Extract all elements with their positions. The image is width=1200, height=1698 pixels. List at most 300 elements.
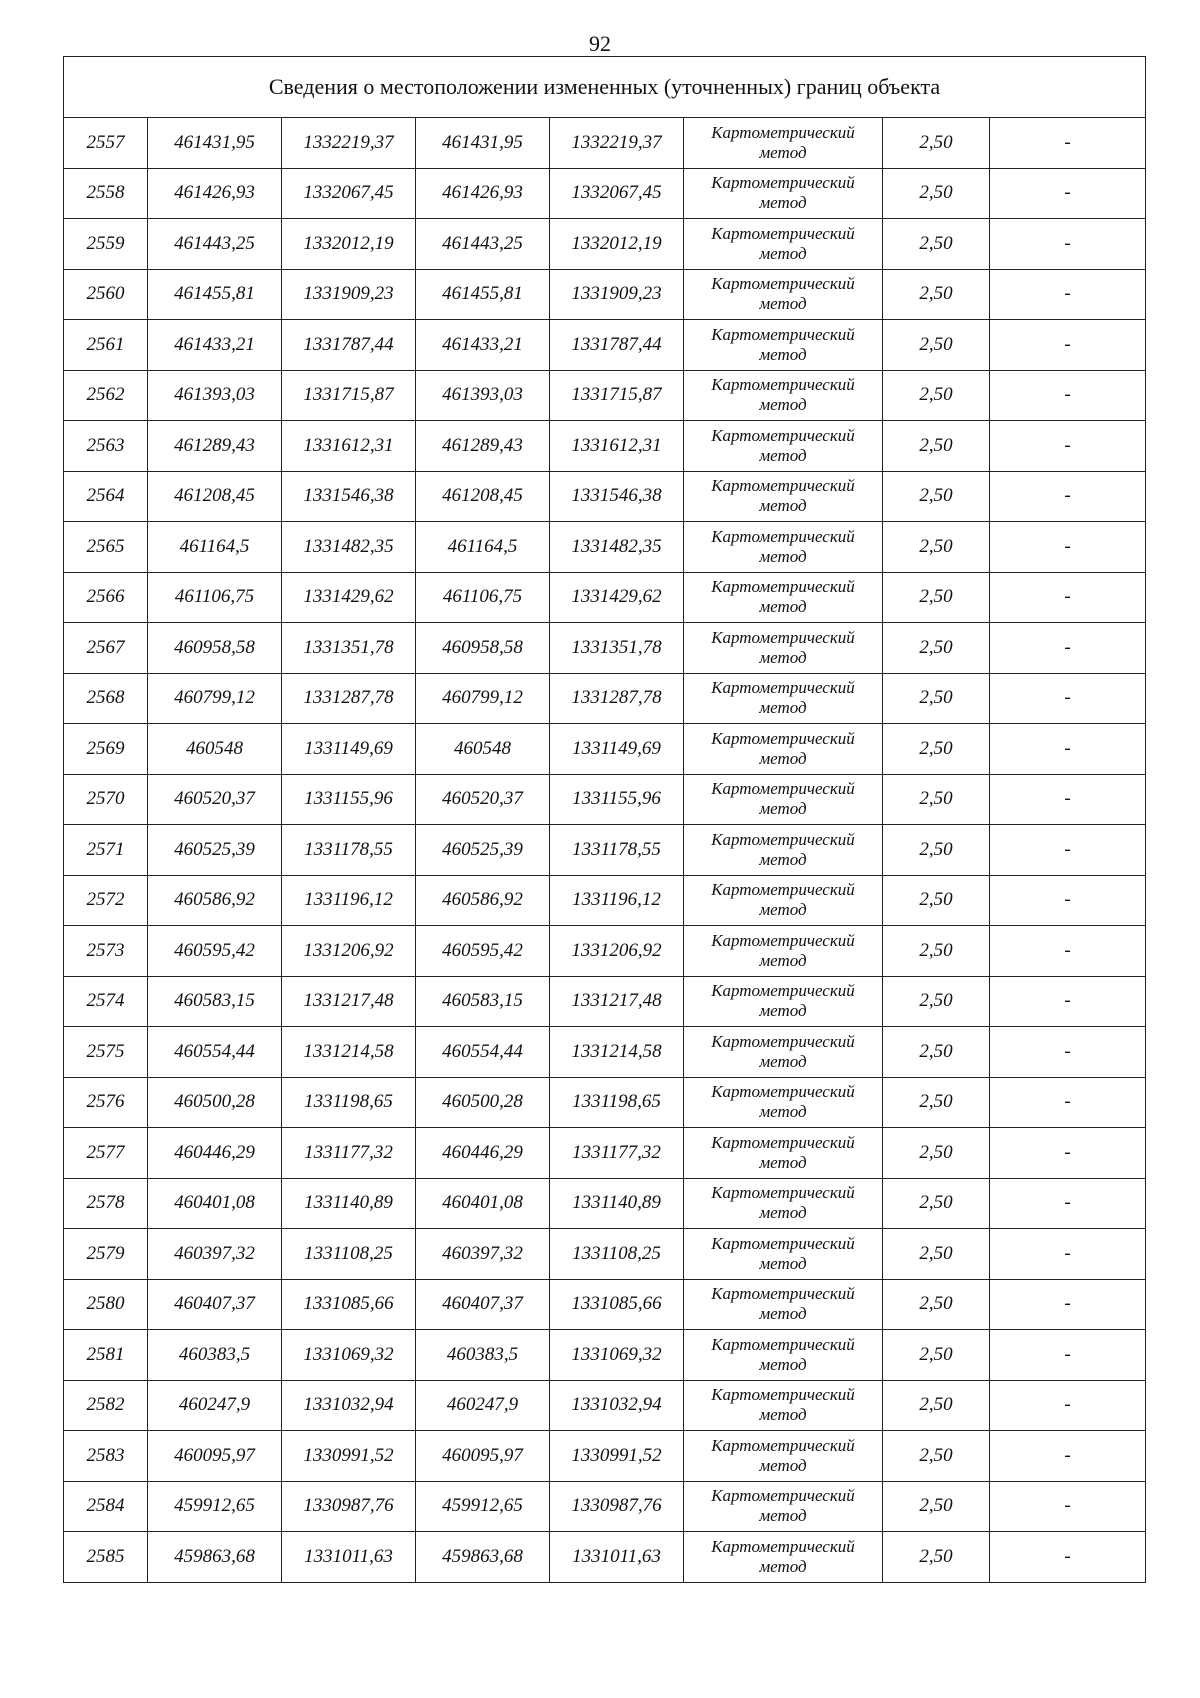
refined-y-cell: 1331351,78 [550,623,684,674]
method-cell [684,370,883,421]
point-number-cell: 2569 [64,724,148,775]
refined-x-cell: 461443,25 [416,219,550,270]
method-line-2: метод [759,395,807,415]
method-line-1: Картометрический [711,375,855,395]
table-title-row [64,57,1146,118]
method-cell [684,1128,883,1179]
existing-x-cell: 461208,45 [148,471,282,522]
method-line-1: Картометрический [711,1334,855,1354]
point-number-cell: 2574 [64,976,148,1027]
existing-y-cell: 1331178,55 [282,825,416,876]
method-line-1: Картометрический [711,1284,855,1304]
description-cell: - [990,421,1146,472]
accuracy-cell: 2,50 [883,1128,990,1179]
refined-x-cell: 459912,65 [416,1481,550,1532]
existing-x-cell: 459863,68 [148,1532,282,1583]
existing-x-cell: 461164,5 [148,522,282,573]
method-line-1: Картометрический [711,577,855,597]
method-line-2: метод [759,1001,807,1021]
refined-y-cell: 1332067,45 [550,168,684,219]
method-line-2: метод [759,1253,807,1273]
refined-x-cell: 460586,92 [416,875,550,926]
existing-y-cell: 1331206,92 [282,926,416,977]
description-cell: - [990,1330,1146,1381]
refined-y-cell: 1330987,76 [550,1481,684,1532]
method-line-1: Картометрический [711,324,855,344]
method-cell [684,1027,883,1078]
method-cell [684,421,883,472]
method-cell [684,976,883,1027]
refined-y-cell: 1331546,38 [550,471,684,522]
method-cell [684,320,883,371]
method-line-2: метод [759,445,807,465]
point-number-cell: 2563 [64,421,148,472]
existing-y-cell: 1331140,89 [282,1178,416,1229]
accuracy-cell: 2,50 [883,1229,990,1280]
existing-x-cell: 460595,42 [148,926,282,977]
existing-x-cell: 460958,58 [148,623,282,674]
table-row [64,724,1146,775]
existing-y-cell: 1331032,94 [282,1380,416,1431]
description-cell: - [990,118,1146,169]
method-line-1: Картометрический [711,122,855,142]
accuracy-cell: 2,50 [883,1178,990,1229]
point-number-cell: 2571 [64,825,148,876]
existing-y-cell: 1331177,32 [282,1128,416,1179]
method-line-1: Картометрический [711,274,855,294]
refined-x-cell: 460401,08 [416,1178,550,1229]
existing-y-cell: 1331715,87 [282,370,416,421]
method-cell [684,118,883,169]
method-line-2: метод [759,1304,807,1324]
table-row [64,572,1146,623]
method-line-2: метод [759,597,807,617]
table-row [64,1027,1146,1078]
existing-x-cell: 461106,75 [148,572,282,623]
existing-y-cell: 1331214,58 [282,1027,416,1078]
point-number-cell: 2558 [64,168,148,219]
existing-x-cell: 460500,28 [148,1077,282,1128]
refined-x-cell: 460446,29 [416,1128,550,1179]
existing-y-cell: 1331011,63 [282,1532,416,1583]
method-line-1: Картометрический [711,981,855,1001]
method-line-2: метод [759,799,807,819]
method-line-2: метод [759,496,807,516]
refined-x-cell: 460500,28 [416,1077,550,1128]
existing-y-cell: 1331287,78 [282,673,416,724]
existing-x-cell: 460401,08 [148,1178,282,1229]
existing-x-cell: 460586,92 [148,875,282,926]
method-line-2: метод [759,950,807,970]
table-row [64,673,1146,724]
point-number-cell: 2584 [64,1481,148,1532]
table-row [64,1481,1146,1532]
method-line-2: метод [759,1152,807,1172]
method-cell [684,623,883,674]
method-cell [684,724,883,775]
point-number-cell: 2578 [64,1178,148,1229]
refined-x-cell: 460383,5 [416,1330,550,1381]
description-cell: - [990,320,1146,371]
accuracy-cell: 2,50 [883,522,990,573]
existing-y-cell: 1331612,31 [282,421,416,472]
refined-x-cell: 461289,43 [416,421,550,472]
method-cell [684,1532,883,1583]
refined-y-cell: 1331198,65 [550,1077,684,1128]
refined-x-cell: 461431,95 [416,118,550,169]
existing-x-cell: 461455,81 [148,269,282,320]
existing-x-cell: 460095,97 [148,1431,282,1482]
table-title: Сведения о местоположении измененных (уточненных) границ объекта [64,57,1146,118]
refined-x-cell: 460958,58 [416,623,550,674]
method-line-2: метод [759,1405,807,1425]
refined-y-cell: 1331612,31 [550,421,684,472]
existing-y-cell: 1331108,25 [282,1229,416,1280]
accuracy-cell: 2,50 [883,976,990,1027]
refined-y-cell: 1330991,52 [550,1431,684,1482]
refined-y-cell: 1331011,63 [550,1532,684,1583]
refined-x-cell: 461106,75 [416,572,550,623]
existing-y-cell: 1331909,23 [282,269,416,320]
method-cell [684,875,883,926]
method-line-1: Картометрический [711,173,855,193]
accuracy-cell: 2,50 [883,926,990,977]
existing-x-cell: 460383,5 [148,1330,282,1381]
existing-y-cell: 1331198,65 [282,1077,416,1128]
method-line-2: метод [759,1051,807,1071]
accuracy-cell: 2,50 [883,774,990,825]
description-cell: - [990,219,1146,270]
existing-y-cell: 1331069,32 [282,1330,416,1381]
method-line-1: Картометрический [711,1486,855,1506]
refined-x-cell: 461426,93 [416,168,550,219]
existing-y-cell: 1331155,96 [282,774,416,825]
description-cell: - [990,1279,1146,1330]
refined-x-cell: 460583,15 [416,976,550,1027]
accuracy-cell: 2,50 [883,572,990,623]
point-number-cell: 2562 [64,370,148,421]
description-cell: - [990,1178,1146,1229]
existing-x-cell: 460525,39 [148,825,282,876]
accuracy-cell: 2,50 [883,1532,990,1583]
existing-y-cell: 1331429,62 [282,572,416,623]
existing-x-cell: 461289,43 [148,421,282,472]
method-cell [684,1077,883,1128]
table-row [64,370,1146,421]
method-cell [684,219,883,270]
refined-y-cell: 1331787,44 [550,320,684,371]
refined-x-cell: 461164,5 [416,522,550,573]
table-row [64,118,1146,169]
page-number: 92 [589,31,611,56]
existing-y-cell: 1331085,66 [282,1279,416,1330]
table-row [64,320,1146,371]
description-cell: - [990,1532,1146,1583]
existing-y-cell: 1332067,45 [282,168,416,219]
accuracy-cell: 2,50 [883,623,990,674]
point-number-cell: 2585 [64,1532,148,1583]
refined-x-cell: 461393,03 [416,370,550,421]
point-number-cell: 2582 [64,1380,148,1431]
method-line-2: метод [759,193,807,213]
existing-x-cell: 460520,37 [148,774,282,825]
table-row [64,1128,1146,1179]
method-line-1: Картометрический [711,880,855,900]
point-number-cell: 2572 [64,875,148,926]
method-line-1: Картометрический [711,930,855,950]
method-line-1: Картометрический [711,678,855,698]
method-line-2: метод [759,344,807,364]
refined-y-cell: 1331287,78 [550,673,684,724]
method-cell [684,572,883,623]
refined-y-cell: 1331482,35 [550,522,684,573]
existing-y-cell: 1331196,12 [282,875,416,926]
refined-x-cell: 461208,45 [416,471,550,522]
refined-y-cell: 1331909,23 [550,269,684,320]
point-number-cell: 2581 [64,1330,148,1381]
description-cell: - [990,875,1146,926]
existing-y-cell: 1331482,35 [282,522,416,573]
existing-x-cell: 460397,32 [148,1229,282,1280]
accuracy-cell: 2,50 [883,875,990,926]
accuracy-cell: 2,50 [883,825,990,876]
method-line-1: Картометрический [711,779,855,799]
description-cell: - [990,1077,1146,1128]
description-cell: - [990,572,1146,623]
description-cell: - [990,724,1146,775]
method-line-2: метод [759,1506,807,1526]
method-line-2: метод [759,900,807,920]
method-cell [684,1279,883,1330]
point-number-cell: 2561 [64,320,148,371]
accuracy-cell: 2,50 [883,118,990,169]
existing-x-cell: 460247,9 [148,1380,282,1431]
refined-x-cell: 460554,44 [416,1027,550,1078]
accuracy-cell: 2,50 [883,1077,990,1128]
refined-y-cell: 1331429,62 [550,572,684,623]
description-cell: - [990,774,1146,825]
point-number-cell: 2577 [64,1128,148,1179]
table-row [64,1178,1146,1229]
table-row [64,1431,1146,1482]
table-row [64,1380,1146,1431]
table-row [64,1532,1146,1583]
refined-y-cell: 1331140,89 [550,1178,684,1229]
existing-y-cell: 1331546,38 [282,471,416,522]
point-number-cell: 2576 [64,1077,148,1128]
method-line-1: Картометрический [711,1082,855,1102]
table-row [64,976,1146,1027]
refined-y-cell: 1331206,92 [550,926,684,977]
method-line-1: Картометрический [711,1435,855,1455]
point-number-cell: 2564 [64,471,148,522]
table-row [64,825,1146,876]
description-cell: - [990,825,1146,876]
point-number-cell: 2567 [64,623,148,674]
existing-x-cell: 460583,15 [148,976,282,1027]
description-cell: - [990,522,1146,573]
refined-y-cell: 1331069,32 [550,1330,684,1381]
refined-x-cell: 460548 [416,724,550,775]
method-cell [684,1380,883,1431]
point-number-cell: 2559 [64,219,148,270]
refined-y-cell: 1331178,55 [550,825,684,876]
point-number-cell: 2557 [64,118,148,169]
method-line-1: Картометрический [711,476,855,496]
method-line-2: метод [759,698,807,718]
existing-y-cell: 1331351,78 [282,623,416,674]
description-cell: - [990,1128,1146,1179]
table-row [64,1077,1146,1128]
existing-y-cell: 1330991,52 [282,1431,416,1482]
existing-x-cell: 461433,21 [148,320,282,371]
method-cell [684,522,883,573]
accuracy-cell: 2,50 [883,1431,990,1482]
refined-x-cell: 460247,9 [416,1380,550,1431]
accuracy-cell: 2,50 [883,1380,990,1431]
accuracy-cell: 2,50 [883,168,990,219]
description-cell: - [990,370,1146,421]
refined-y-cell: 1331155,96 [550,774,684,825]
existing-y-cell: 1331787,44 [282,320,416,371]
refined-y-cell: 1332012,19 [550,219,684,270]
existing-x-cell: 460799,12 [148,673,282,724]
existing-x-cell: 461431,95 [148,118,282,169]
point-number-cell: 2568 [64,673,148,724]
accuracy-cell: 2,50 [883,1481,990,1532]
table-row [64,623,1146,674]
accuracy-cell: 2,50 [883,1279,990,1330]
point-number-cell: 2573 [64,926,148,977]
description-cell: - [990,1431,1146,1482]
method-cell [684,269,883,320]
method-line-1: Картометрический [711,1183,855,1203]
existing-x-cell: 460446,29 [148,1128,282,1179]
refined-x-cell: 461455,81 [416,269,550,320]
description-cell: - [990,1027,1146,1078]
refined-x-cell: 460525,39 [416,825,550,876]
description-cell: - [990,269,1146,320]
refined-y-cell: 1331085,66 [550,1279,684,1330]
method-cell [684,1330,883,1381]
refined-y-cell: 1331032,94 [550,1380,684,1431]
method-line-1: Картометрический [711,1132,855,1152]
refined-x-cell: 460407,37 [416,1279,550,1330]
point-number-cell: 2575 [64,1027,148,1078]
accuracy-cell: 2,50 [883,421,990,472]
existing-y-cell: 1331217,48 [282,976,416,1027]
existing-x-cell: 460548 [148,724,282,775]
description-cell: - [990,1229,1146,1280]
table-row [64,1229,1146,1280]
refined-x-cell: 460095,97 [416,1431,550,1482]
table-row [64,471,1146,522]
refined-y-cell: 1331196,12 [550,875,684,926]
existing-x-cell: 461426,93 [148,168,282,219]
point-number-cell: 2579 [64,1229,148,1280]
existing-x-cell: 459912,65 [148,1481,282,1532]
table-row [64,1330,1146,1381]
method-cell [684,774,883,825]
refined-y-cell: 1332219,37 [550,118,684,169]
method-line-1: Картометрический [711,425,855,445]
table-row [64,875,1146,926]
refined-x-cell: 460799,12 [416,673,550,724]
method-line-2: метод [759,546,807,566]
description-cell: - [990,926,1146,977]
refined-x-cell: 460520,37 [416,774,550,825]
refined-y-cell: 1331214,58 [550,1027,684,1078]
point-number-cell: 2566 [64,572,148,623]
accuracy-cell: 2,50 [883,724,990,775]
point-number-cell: 2580 [64,1279,148,1330]
method-line-2: метод [759,1354,807,1374]
table-row [64,269,1146,320]
method-line-1: Картометрический [711,1233,855,1253]
method-cell [684,1431,883,1482]
method-cell [684,471,883,522]
method-line-1: Картометрический [711,728,855,748]
method-line-2: метод [759,1203,807,1223]
description-cell: - [990,1380,1146,1431]
accuracy-cell: 2,50 [883,370,990,421]
existing-y-cell: 1331149,69 [282,724,416,775]
description-cell: - [990,1481,1146,1532]
description-cell: - [990,673,1146,724]
coordinates-table [63,56,1146,1583]
description-cell: - [990,168,1146,219]
method-cell [684,1481,883,1532]
point-number-cell: 2560 [64,269,148,320]
method-line-2: метод [759,294,807,314]
refined-y-cell: 1331715,87 [550,370,684,421]
method-line-1: Картометрический [711,526,855,546]
refined-x-cell: 460595,42 [416,926,550,977]
method-cell [684,673,883,724]
method-line-2: метод [759,647,807,667]
existing-y-cell: 1332012,19 [282,219,416,270]
method-cell [684,926,883,977]
method-line-2: метод [759,1455,807,1475]
coordinates-table-container [63,56,1145,1583]
refined-x-cell: 461433,21 [416,320,550,371]
accuracy-cell: 2,50 [883,1027,990,1078]
method-line-2: метод [759,243,807,263]
description-cell: - [990,976,1146,1027]
accuracy-cell: 2,50 [883,673,990,724]
method-line-2: метод [759,748,807,768]
method-line-1: Картометрический [711,223,855,243]
point-number-cell: 2583 [64,1431,148,1482]
method-cell [684,168,883,219]
refined-y-cell: 1331108,25 [550,1229,684,1280]
existing-x-cell: 460554,44 [148,1027,282,1078]
table-row [64,926,1146,977]
method-line-1: Картометрический [711,1536,855,1556]
method-cell [684,1178,883,1229]
method-cell [684,825,883,876]
existing-x-cell: 461393,03 [148,370,282,421]
accuracy-cell: 2,50 [883,320,990,371]
accuracy-cell: 2,50 [883,471,990,522]
accuracy-cell: 2,50 [883,269,990,320]
description-cell: - [990,471,1146,522]
existing-y-cell: 1332219,37 [282,118,416,169]
existing-x-cell: 461443,25 [148,219,282,270]
refined-y-cell: 1331217,48 [550,976,684,1027]
method-line-1: Картометрический [711,1385,855,1405]
accuracy-cell: 2,50 [883,219,990,270]
